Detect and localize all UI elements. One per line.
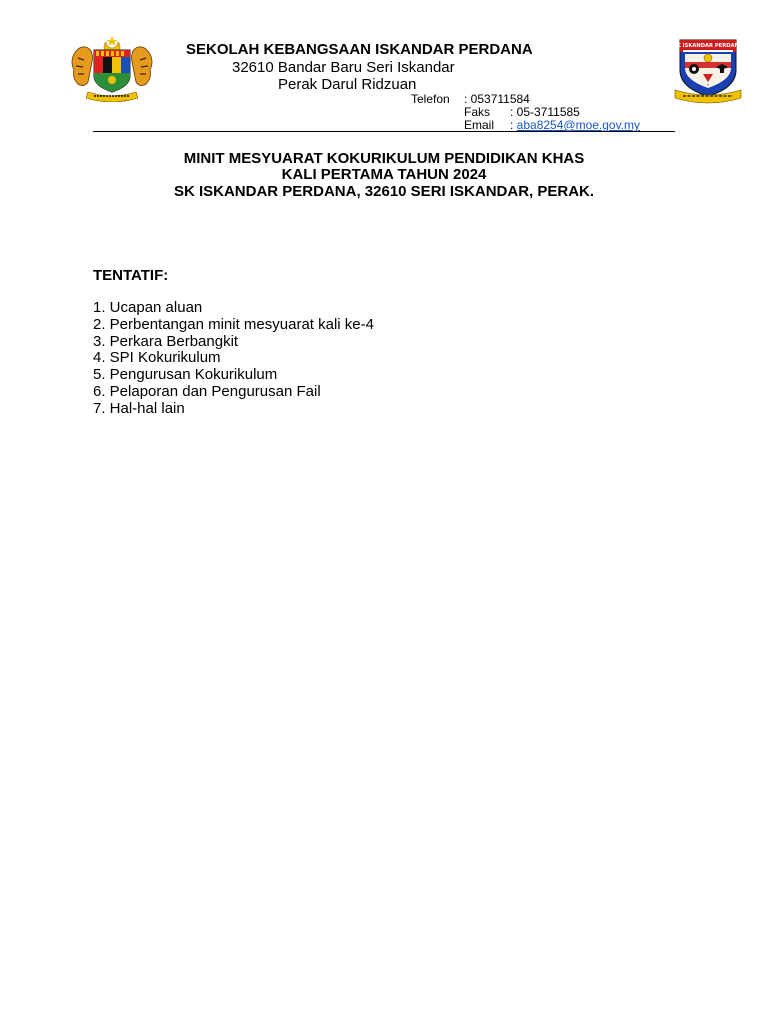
- address-line-2: Perak Darul Ridzuan: [278, 76, 417, 93]
- faks-value: : 05-3711585: [510, 105, 580, 119]
- email-separator: :: [510, 118, 517, 132]
- crest-banner-text: SK ISKANDAR PERDANA: [673, 43, 743, 49]
- header-divider: [93, 131, 675, 132]
- address-line-1: 32610 Bandar Baru Seri Iskandar: [232, 59, 455, 76]
- agenda-item: 2. Perbentangan minit mesyuarat kali ke-4: [93, 315, 374, 333]
- school-crest-icon: [673, 36, 743, 106]
- malaysia-coat-of-arms-icon: [70, 34, 154, 102]
- agenda-item: 3. Perkara Berbangkit: [93, 332, 239, 350]
- document-title-line-3: SK ISKANDAR PERDANA, 32610 SERI ISKANDAR, PERAK.: [173, 183, 595, 200]
- agenda-item: 7. Hal-hal lain: [93, 399, 185, 417]
- school-name: SEKOLAH KEBANGSAAN ISKANDAR PERDANA: [186, 41, 533, 58]
- agenda-item: 1. Ucapan aluan: [93, 299, 203, 316]
- agenda-item: 6. Pelaporan dan Pengurusan Fail: [93, 382, 321, 400]
- svg-text:☼: ☼: [706, 83, 710, 87]
- tentatif-heading: TENTATIF:: [93, 267, 169, 284]
- faks-label: Faks: [464, 105, 491, 119]
- telefon-label: Telefon: [411, 92, 450, 106]
- document-title-line-1: MINIT MESYUARAT KOKURIKULUM PENDIDIKAN KHAS: [183, 150, 585, 167]
- email-label: Email: [464, 118, 495, 132]
- telefon-value: : 053711584: [464, 92, 530, 106]
- document-title-line-2: KALI PERTAMA TAHUN 2024: [281, 166, 487, 183]
- agenda-item: 5. Pengurusan Kokurikulum: [93, 366, 278, 384]
- agenda-list: [93, 300, 374, 418]
- email-link[interactable]: aba8254@moe.gov.my: [516, 118, 641, 132]
- agenda-item: 4. SPI Kokurikulum: [93, 349, 221, 367]
- email-value-row: [510, 118, 640, 132]
